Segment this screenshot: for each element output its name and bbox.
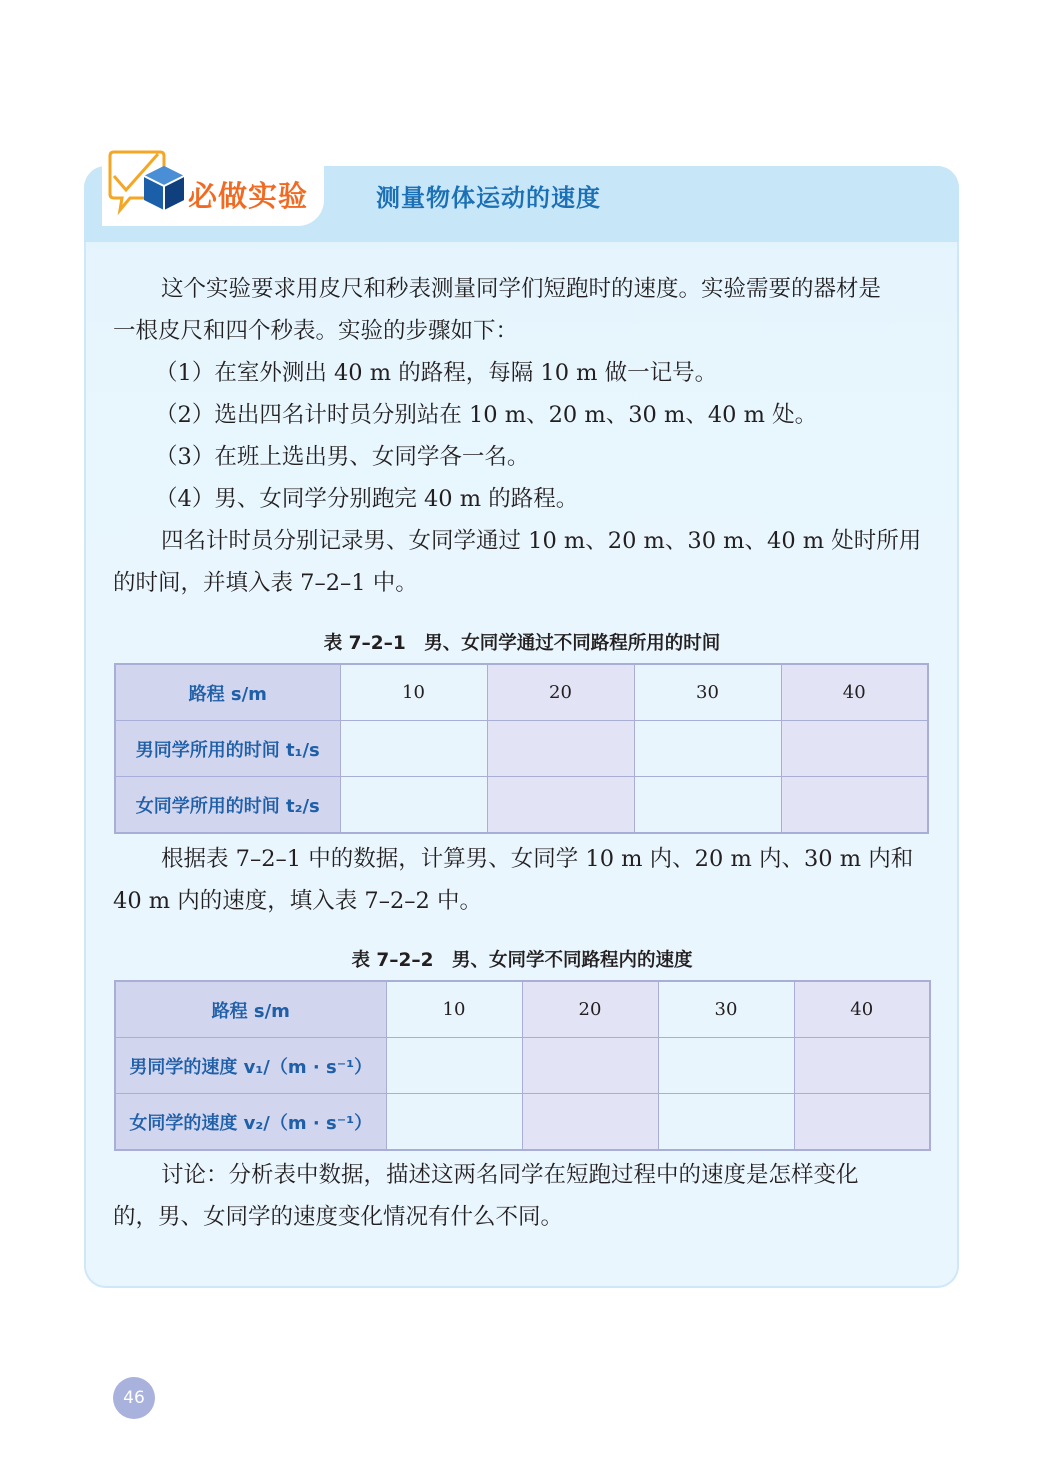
table2-caption: 表 7–2–2 男、女同学不同路程内的速度 [351,950,693,971]
intro-paragraph [113,268,931,352]
table2-cell [386,1038,522,1094]
discussion-line-1: 讨论：分析表中数据，描述这两名同学在短跑过程中的速度是怎样变化 [161,1162,859,1188]
table1-cell [487,777,634,834]
table2-cell [658,1038,794,1094]
table2-cell [794,1094,930,1151]
table2-cell [522,1094,658,1151]
table1-col-20: 20 [487,664,634,721]
table2-header-cell: 路程 s/m [115,981,386,1038]
table2-header-row [115,981,930,1038]
table2-col-30: 30 [658,981,794,1038]
table1-cell [340,721,487,777]
experiment-badge-label: 必做实验 [188,179,309,213]
step-1: （1）在室外测出 40 m 的路程，每隔 10 m 做一记号。 [155,360,718,386]
table2-row-girl [115,1094,930,1151]
table1-cell [634,721,781,777]
table2 [114,980,931,1151]
page-number: 46 [113,1377,155,1419]
intro-line-2: 一根皮尺和四个秒表。实验的步骤如下： [113,318,519,344]
table1 [114,663,929,834]
intro-line-1: 这个实验要求用皮尺和秒表测量同学们短跑时的速度。实验需要的器材是 [161,276,882,302]
table1-header-cell: 路程 s/m [115,664,340,721]
table2-row-boy-label: 男同学的速度 v₁/（m · s⁻¹） [115,1038,386,1094]
table2-col-10: 10 [386,981,522,1038]
step-4: （4）男、女同学分别跑完 40 m 的路程。 [155,486,579,512]
table1-col-30: 30 [634,664,781,721]
table1-cell [781,721,928,777]
discussion-paragraph [113,1154,931,1238]
experiment-title: 测量物体运动的速度 [376,184,601,212]
record-paragraph [113,520,931,604]
table2-cell [794,1038,930,1094]
table1-cell [781,777,928,834]
table1-col-10: 10 [340,664,487,721]
table1-cell [340,777,487,834]
step-2: （2）选出四名计时员分别站在 10 m、20 m、30 m、40 m 处。 [155,402,818,428]
record-line-1: 四名计时员分别记录男、女同学通过 10 m、20 m、30 m、40 m 处时所用 [161,528,922,554]
table1-row-girl [115,777,928,834]
table2-col-40: 40 [794,981,930,1038]
table1-row-girl-label: 女同学所用的时间 t₂/s [115,777,340,834]
table2-cell [386,1094,522,1151]
table2-cell [522,1038,658,1094]
table1-row-boy [115,721,928,777]
table1-cell [487,721,634,777]
table2-row-girl-label: 女同学的速度 v₂/（m · s⁻¹） [115,1094,386,1151]
discussion-line-2: 的，男、女同学的速度变化情况有什么不同。 [113,1204,564,1230]
compute-paragraph [113,838,931,922]
compute-line-2: 40 m 内的速度，填入表 7–2–2 中。 [113,888,483,914]
table1-cell [634,777,781,834]
table1-col-40: 40 [781,664,928,721]
experiment-cube-icon [104,150,190,216]
table1-header-row [115,664,928,721]
table1-caption: 表 7–2–1 男、女同学通过不同路程所用的时间 [323,633,721,654]
record-line-2: 的时间，并填入表 7–2–1 中。 [113,570,418,596]
table2-row-boy [115,1038,930,1094]
table2-cell [658,1094,794,1151]
step-3: （3）在班上选出男、女同学各一名。 [155,444,530,470]
table2-col-20: 20 [522,981,658,1038]
table1-row-boy-label: 男同学所用的时间 t₁/s [115,721,340,777]
compute-line-1: 根据表 7–2–1 中的数据，计算男、女同学 10 m 内、20 m 内、30 m 内和 [161,846,914,872]
